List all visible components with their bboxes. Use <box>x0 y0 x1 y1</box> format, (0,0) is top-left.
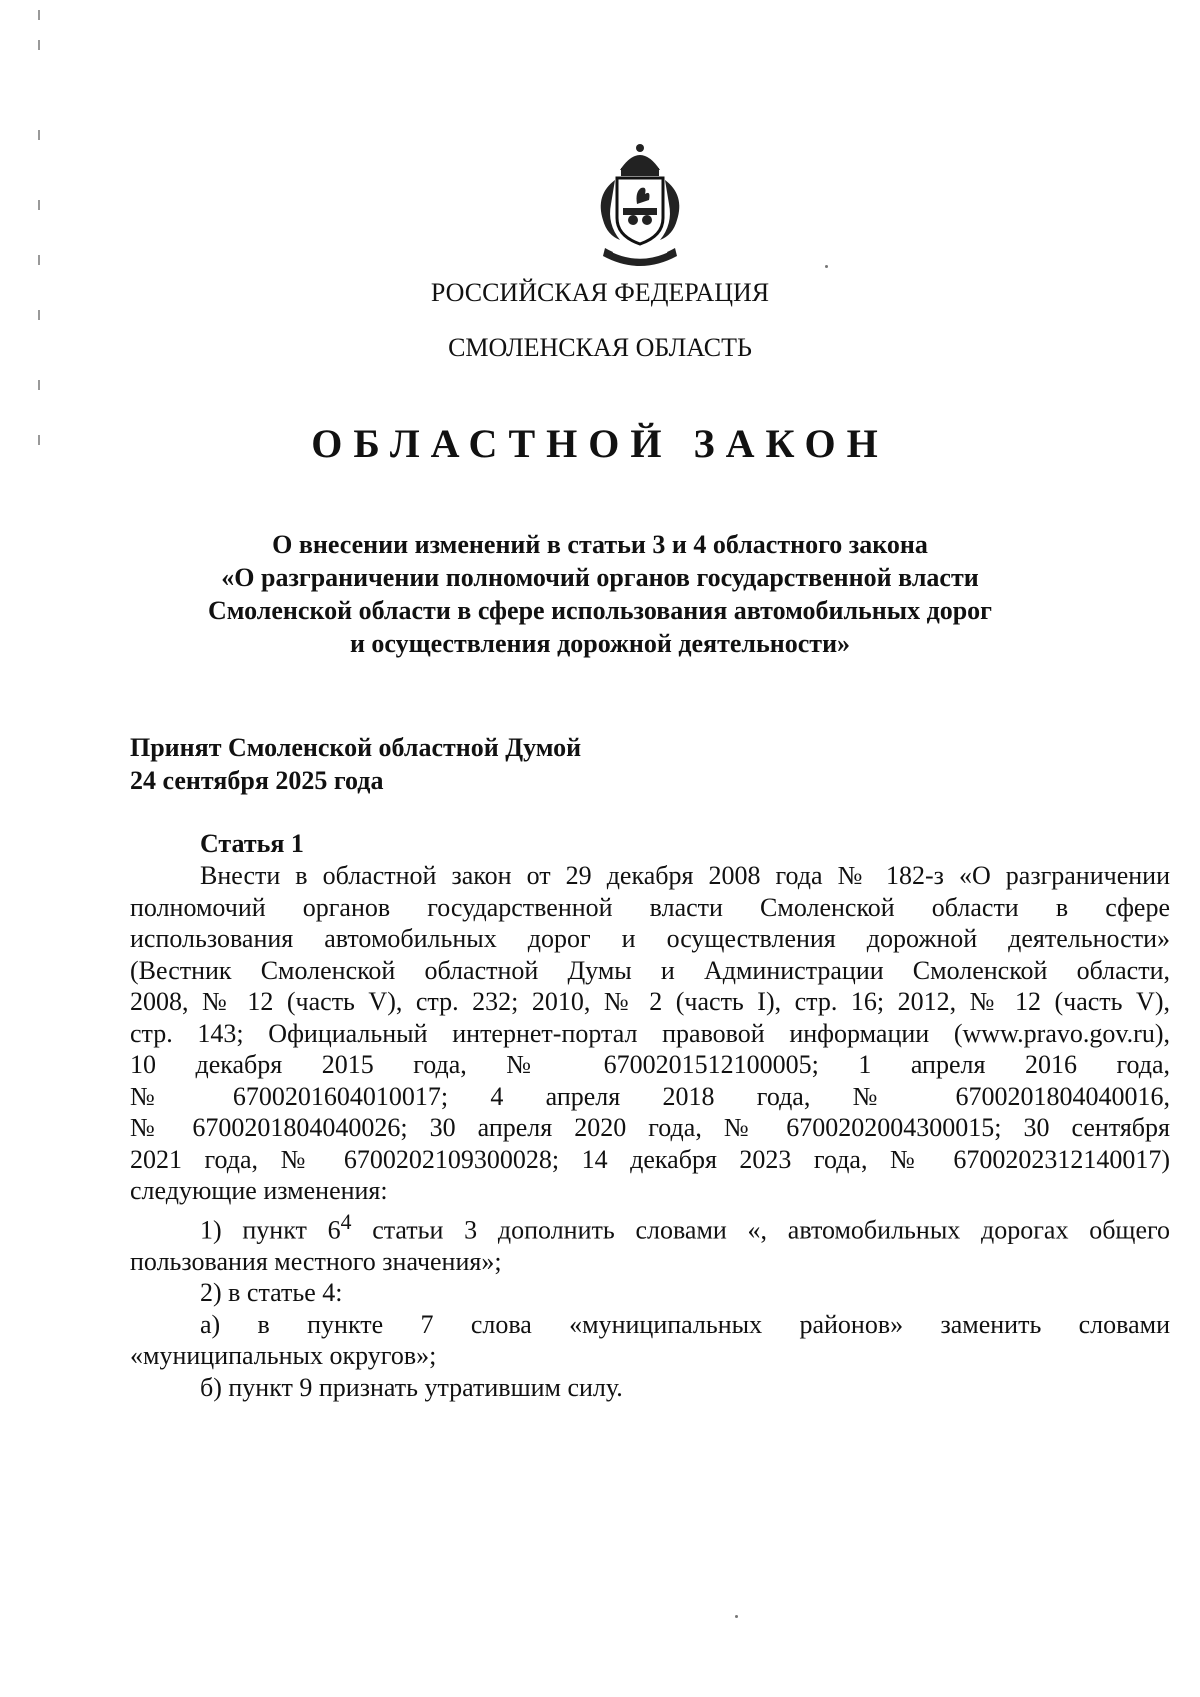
subject-line: О внесении изменений в статьи 3 и 4 областного закона <box>272 530 928 559</box>
superscript: 4 <box>340 1209 352 1234</box>
amendment-item-2a <box>130 1309 1170 1372</box>
text-line: № 6700201804040026; 30 апреля 2020 года, № 6700202004300015; 30 сентября <box>130 1113 1170 1142</box>
text-line: 2008, № 12 (часть V), стр. 232; 2010, № 2 (часть I), стр. 16; 2012, № 12 (часть V), <box>130 987 1170 1016</box>
text-line: следующие изменения: <box>130 1176 388 1205</box>
amendment-item-1 <box>130 1207 1170 1278</box>
adoption-date: 24 сентября 2025 года <box>130 766 384 795</box>
law-subject <box>150 528 1050 660</box>
text-line: 2021 года, № 6700202109300028; 14 декабря 2023 года, № 6700202312140017) <box>130 1144 1170 1174</box>
article-paragraph <box>130 860 1170 1207</box>
text-line: пользования местного значения»; <box>130 1246 502 1276</box>
country-heading: РОССИЙСКАЯ ФЕДЕРАЦИЯ <box>430 278 770 307</box>
text-line: стр. 143; Официальный интернет-портал правовой информации (www.pravo.gov.ru), <box>130 1018 1170 1048</box>
text-line: № 6700201604010017; 4 апреля 2018 года, № 6700201804040016, <box>130 1081 1170 1111</box>
text-line: Внести в областной закон от 29 декабря 2008 года № 182-з «О разграничении <box>200 861 1170 890</box>
adopted-by: Принят Смоленской областной Думой <box>130 733 582 762</box>
text-line: «муниципальных округов»; <box>130 1341 437 1371</box>
scan-speck <box>825 265 828 268</box>
text-line: а) в пункте 7 слова «муниципальных районов» заменить словами <box>200 1309 1170 1339</box>
subject-line: и осуществления дорожной деятельности» <box>349 629 851 658</box>
subject-line: Смоленской области в сфере использования автомобильных дорог <box>208 596 992 625</box>
region-heading: СМОЛЕНСКАЯ ОБЛАСТЬ <box>448 333 752 362</box>
text-line: 10 декабря 2015 года, № 6700201512100005; 1 апреля 2016 года, <box>130 1050 1170 1079</box>
text-line <box>130 1207 1170 1246</box>
text-line: полномочий органов государственной власти Смоленской области в сфере <box>130 892 1170 922</box>
adoption-info <box>130 731 581 797</box>
document-type-title: ОБЛАСТНОЙ ЗАКОН <box>311 421 889 466</box>
smolensk-coat-of-arms-icon <box>585 140 695 275</box>
article-title: Статья 1 <box>200 829 304 858</box>
amendment-item-2: 2) в статье 4: <box>200 1278 343 1308</box>
subject-line: «О разграничении полномочий органов государственной власти <box>221 563 979 592</box>
item-text: статьи 3 дополнить словами «, автомобильных дорогах общего <box>351 1215 1171 1245</box>
item-prefix: 1) пункт 6 <box>200 1215 341 1245</box>
article-body <box>130 860 1170 1403</box>
scan-edge-marks <box>30 10 50 450</box>
text-line: использования автомобильных дорог и осуществления дорожной деятельности» <box>130 924 1170 953</box>
amendment-item-2b: б) пункт 9 признать утратившим силу. <box>200 1372 623 1402</box>
text-line: (Вестник Смоленской областной Думы и Администрации Смоленской области, <box>130 955 1170 985</box>
scan-speck <box>735 1615 738 1618</box>
